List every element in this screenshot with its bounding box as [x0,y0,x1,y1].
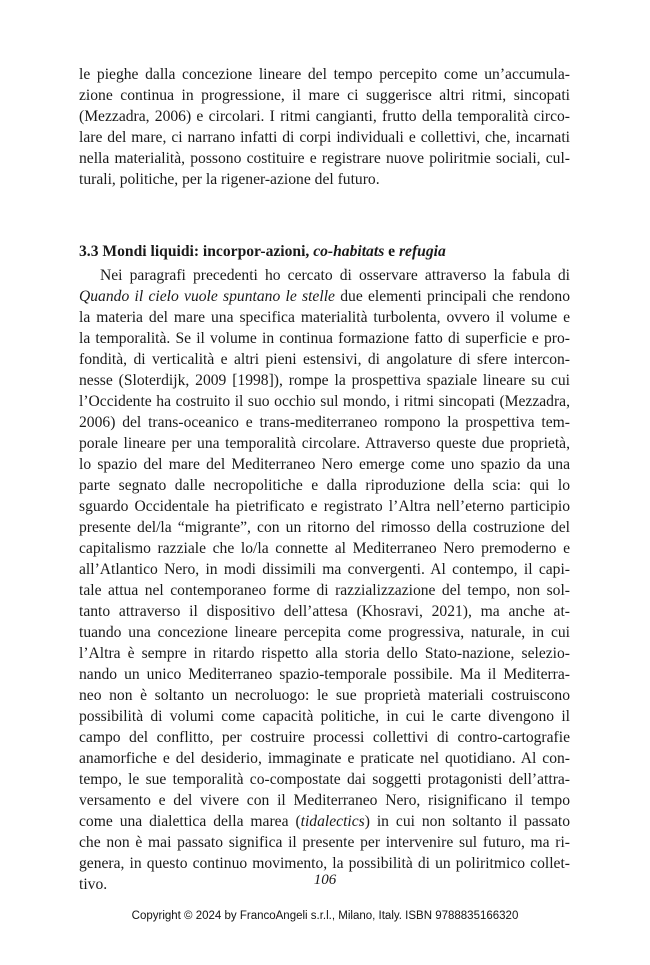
text-line: nesse (Sloterdijk, 2009 [1998]), rompe la prospettiva spaziale lineare su cui [79,372,570,389]
text-line [79,286,570,307]
text-line: nella materialità, possono costituire e registrare nuove poliritmie sociali, cul- [79,150,570,167]
text-line: l’Occidente ha costruito il suo occhio sul mondo, i ritmi sincopati (Mezzadra, [79,393,570,410]
text-line: nando un unico Mediterraneo spazio-temporale possibile. Ma il Mediterra- [79,666,570,683]
section-heading [79,243,446,261]
text-line: capitalismo razziale che lo/la connette al Mediterraneo Nero premoderno e [79,540,570,557]
text-line: porale lineare per una temporalità circolare. Attraverso queste due proprietà, [79,435,570,452]
heading-middle: e [384,243,399,260]
text-line: tuando una concezione lineare percepita come progressiva, naturale, in cui [79,624,570,641]
text-line: Nei paragrafi precedenti ho cercato di osservare attraverso la fabula di [100,267,570,284]
text-line: all’Atlantico Nero, in modi dissimili ma convergenti. Al contempo, il capi- [79,561,570,578]
heading-italic-refugia: refugia [398,243,446,260]
text-line: (Mezzadra, 2006) e circolari. I ritmi cangianti, frutto della temporalità circo- [79,108,570,125]
text-line: tanto attraverso il dispositivo dell’attesa (Khosravi, 2021), ma anche at- [79,603,570,620]
text-line: possibilità di volumi come capacità politiche, in cui le carte divengono il [79,708,570,725]
text-line: tale attua nel contemporaneo forme di razzializzazione del tempo, non sol- [79,582,570,599]
book-title-italic: Quando il cielo vuole spuntano le stelle [79,288,335,305]
text-line [79,811,570,832]
text-line: che non è mai passato significa il presente per intervenire sul futuro, ma ri- [79,834,570,851]
heading-prefix: 3.3 Mondi liquidi: incorpor-azioni, [79,243,314,260]
text-line: tempo, le sue temporalità co-compostate dai soggetti protagonisti dell’attra- [79,771,570,788]
text-line: neo non è soltanto un necroluogo: le sue proprietà materiali costruiscono [79,687,570,704]
text-line: genera, in questo continuo movimento, la possibilità di un poliritmico collet- [79,855,570,872]
text-line: lare del mare, ci narrano infatti di corpi individuali e collettivi, che, incarnati [79,129,570,146]
text-line: l’Altra è sempre in ritardo rispetto alla storia dello Stato-nazione, selezio- [79,645,570,662]
text-line-start: come una dialettica della marea ( [79,813,301,830]
text-line: versamento e del vivere con il Mediterraneo Nero, risignificano il tempo [79,792,570,809]
text-line: fondità, di verticalità e altri pieni estensivi, di angolature di sfere intercon- [79,351,570,368]
text-line: parte segnato dalle necropolitiche e dalla riproduzione della scia: qui lo [79,477,570,494]
text-line: sguardo Occidentale ha pietrificato e registrato l’Altra nell’eterno participio [79,498,570,515]
heading-italic-cohabitats: co-habitats [313,243,385,260]
text-line: la temporalità. Se il volume in continua formazione fatto di superficie e pro- [79,330,570,347]
text-line: anamorfiche e del desiderio, immaginate e praticate nel quotidiano. Al con- [79,750,570,767]
text-line-rest: due elementi principali che rendono [334,288,570,305]
text-line: turali, politiche, per la rigener-azione del futuro. [79,171,380,188]
text-line: zione continua in progressione, il mare ci suggerisce altri ritmi, sincopati [79,87,570,104]
text-line: lo spazio del mare del Mediterraneo Nero emerge come uno spazio da una [79,456,570,473]
text-line: la materia del mare una specifica materialità turbolenta, ovvero il volume e [79,309,570,326]
text-line: campo del conflitto, per costruire processi collettivi di contro-cartografie [79,729,570,746]
text-line: tivo. [79,876,108,893]
text-line: le pieghe dalla concezione lineare del tempo percepito come un’accumula- [79,66,570,83]
text-line: presente del/la “migrante”, con un ritorno del rimosso della costruzione del [79,519,570,536]
page-number: 106 [313,872,337,888]
copyright-notice: Copyright © 2024 by FrancoAngeli s.r.l., Milano, Italy. ISBN 9788835166320 [131,910,519,922]
text-line-end: ) in cui non soltanto il passato [364,813,570,830]
tidalectics-italic: tidalectics [300,813,365,830]
text-line: 2006) del trans-oceanico e trans-mediterraneo rompono la prospettiva tem- [79,414,570,431]
